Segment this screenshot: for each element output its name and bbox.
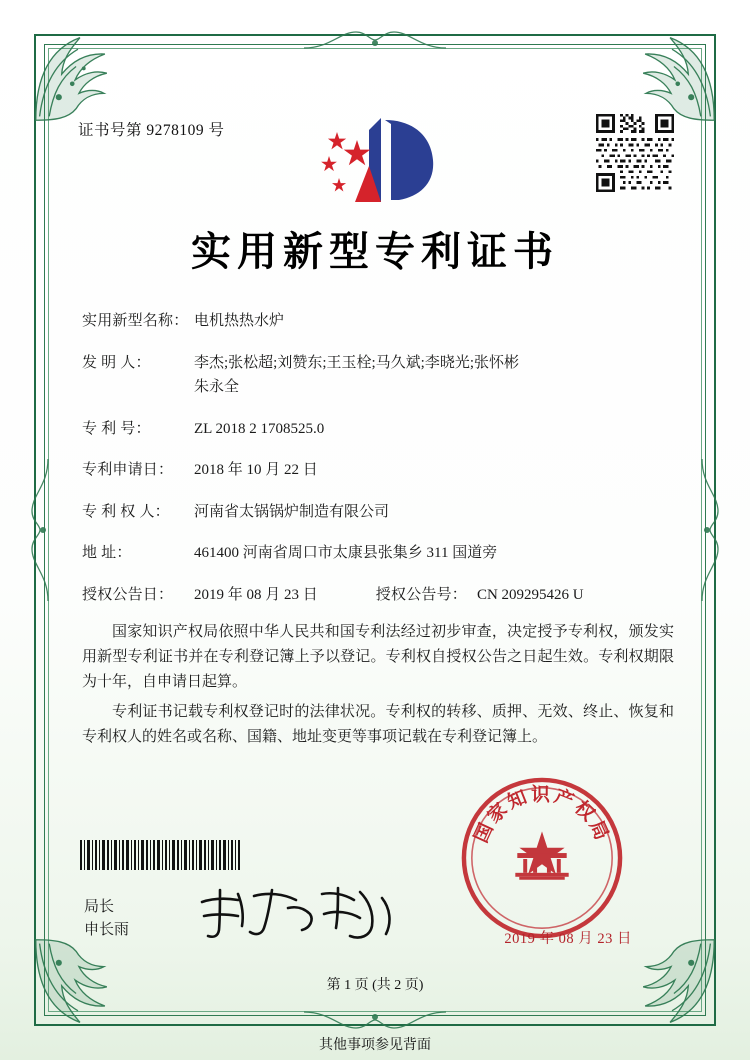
page-number: 第 1 页 (共 2 页) xyxy=(326,978,424,993)
field-grant-row xyxy=(82,584,678,607)
field-address-label: 地 址： xyxy=(82,545,132,561)
field-patent-no-row xyxy=(82,418,678,441)
field-grant-date-value: 2019 年 08 月 23 日 xyxy=(194,586,318,603)
field-name-label: 实用新型名称： xyxy=(82,313,189,329)
field-inventor-label: 发 明 人： xyxy=(82,354,151,371)
field-list xyxy=(82,310,678,625)
certificate-number: 证书号第 9278109 号 xyxy=(78,122,225,139)
legal-paragraph-2: 专利证书记载专利权登记时的法律状况。专利权的转移、质押、无效、终止、恢复和专利权人的姓名或名称、国籍、地址变更等事项记载在专利登记簿上。 xyxy=(82,703,674,745)
legal-text xyxy=(82,620,674,754)
field-grant-date-label: 授权公告日： xyxy=(82,586,174,603)
edge-ornament-icon xyxy=(26,455,52,605)
field-application-date-row xyxy=(82,459,678,482)
field-application-date-label: 专利申请日： xyxy=(82,462,174,478)
field-patent-no-value: ZL 2018 2 1708525.0 xyxy=(194,420,325,437)
barcode-icon xyxy=(80,840,240,870)
signature-block xyxy=(84,896,129,943)
edge-ornament-icon xyxy=(300,26,450,52)
field-patent-no-label: 专 利 号： xyxy=(82,420,151,437)
field-address-row xyxy=(82,542,678,565)
svg-text:国家知识产权局: 国家知识产权局 xyxy=(469,783,615,847)
field-inventor-row xyxy=(82,352,678,399)
official-seal-icon xyxy=(458,774,626,942)
field-patentee-value: 河南省太锅锅炉制造有限公司 xyxy=(194,503,390,520)
field-inventor-value: 李杰;张松超;刘赞东;王玉栓;马久斌;李晓光;张怀彬 xyxy=(194,354,520,371)
field-grant-number-label: 授权公告号： xyxy=(375,586,467,603)
seal-date: 2019 年 08 月 23 日 xyxy=(504,931,632,947)
page-title: 实用新型专利证书 xyxy=(191,228,559,275)
cnipa-logo-icon xyxy=(295,110,455,206)
handwritten-signature-icon xyxy=(192,878,402,948)
field-name-row xyxy=(82,310,678,333)
edge-ornament-icon xyxy=(300,1008,450,1034)
footer-note: 其他事项参见背面 xyxy=(319,1038,431,1053)
field-grant-number-value: CN 209295426 U xyxy=(476,586,584,603)
qr-code-icon xyxy=(596,114,674,192)
legal-paragraph-1: 国家知识产权局依照中华人民共和国专利法经过初步审查，决定授予专利权，颁发实用新型专利证书并在专利登记簿上予以登记。专利权自授权公告之日起生效。专利权期限为十年，自申请日起算。 xyxy=(82,624,674,691)
field-address-value: 461400 河南省周口市太康县张集乡 311 国道旁 xyxy=(194,545,498,561)
edge-ornament-icon xyxy=(698,455,724,605)
field-inventor-value-line2: 朱永全 xyxy=(194,379,240,395)
certificate-content xyxy=(62,60,688,1000)
director-name-label: 申长雨 xyxy=(84,921,130,938)
field-patentee-row xyxy=(82,501,678,524)
field-name-value: 电机热热水炉 xyxy=(194,313,285,329)
director-title-label: 局长 xyxy=(84,898,115,915)
field-application-date-value: 2018 年 10 月 22 日 xyxy=(194,462,318,478)
field-patentee-label: 专 利 权 人： xyxy=(82,503,170,520)
